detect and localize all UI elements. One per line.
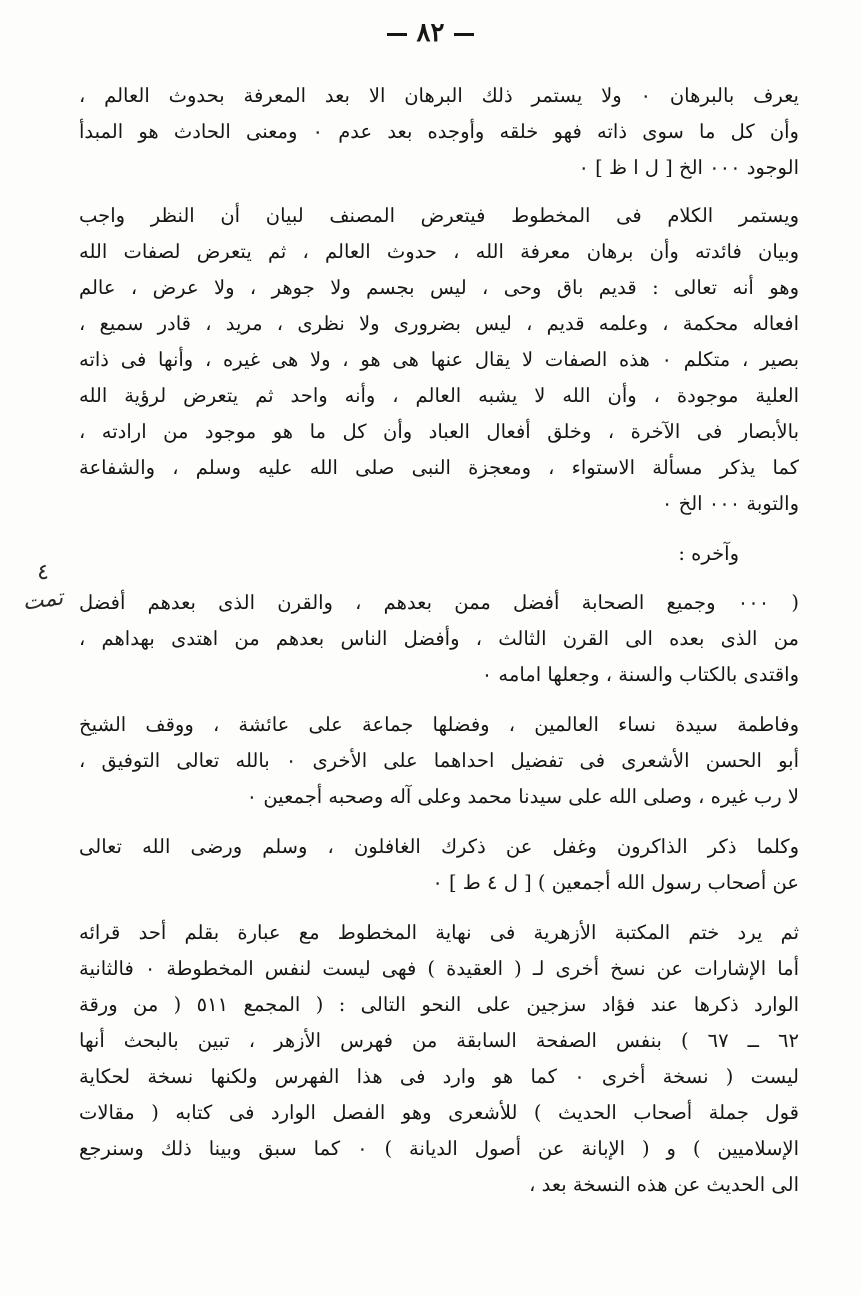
text-line: ( ٠٠٠ وجميع الصحابة أفضل ممن بعدهم ، والقرن الذى بعدهم أفضل — [79, 591, 799, 614]
text-line: الإسلاميين ) و ( الإبانة عن أصول الديانة ) ٠ كما سبق وبينا ذلك وسنرجع — [79, 1137, 799, 1160]
page-number-text: ٨٢ — [416, 18, 445, 48]
text-line: وهو أنه تعالى : قديم باق وحى ، ليس بجسم ولا جوهر ، ولا عرض ، عالم — [79, 276, 799, 299]
dash-right — [387, 33, 407, 36]
text-line: قول جملة أصحاب الحديث ) للأشعرى وهو الفصل الوارد فى كتابه ( مقالات — [79, 1101, 799, 1124]
margin-note-number: ٤ — [37, 560, 49, 585]
text-line: بالأبصار فى الآخرة ، وخلق أفعال العباد وأن كل ما هو موجود من ارادته ، — [79, 420, 799, 443]
text-line: ٦٢ ــ ٦٧ ) بنفس الصفحة السابقة من فهرس الأزهر ، تبين بالبحث أنها — [79, 1029, 799, 1052]
text-line: بصير ، متكلم ٠ هذه الصفات لا يقال عنها هى هو ، ولا هى غيره ، وأنها فى ذاته — [79, 348, 799, 371]
text-line: وبيان فائدته وأن برهان معرفة الله ، حدوث العالم ، ثم يتعرض لصفات الله — [79, 240, 799, 263]
text-line: وفاطمة سيدة نساء العالمين ، وفضلها جماعة على عائشة ، ووقف الشيخ — [79, 713, 799, 736]
text-line: والتوبة ٠٠٠ الخ ٠ — [661, 492, 799, 515]
text-line: أبو الحسن الأشعرى فى تفضيل احداهما على الأخرى ٠ بالله تعالى التوفيق ، — [79, 749, 799, 772]
page-number — [0, 18, 861, 48]
dash-left — [454, 33, 474, 36]
margin-note-word: تمت — [21, 585, 65, 616]
text-line: عن أصحاب رسول الله أجمعين ) [ ل ٤ ط ] ٠ — [432, 871, 799, 894]
text-line: ثم يرد ختم المكتبة الأزهرية فى نهاية المخطوط مع عبارة بقلم أحد قرائه — [79, 921, 799, 944]
text-line: أما الإشارات عن نسخ أخرى لـ ( العقيدة ) فهى ليست لنفس المخطوطة ٠ فالثانية — [79, 957, 799, 980]
text-line: يعرف بالبرهان ٠ ولا يستمر ذلك البرهان الا بعد المعرفة بحدوث العالم ، — [79, 84, 799, 107]
text-line: وآخره : — [678, 542, 739, 565]
text-line: ويستمر الكلام فى المخطوط فيتعرض المصنف لبيان أن النظر واجب — [79, 204, 799, 227]
text-line: وأن كل ما سوى ذاته فهو خلقه وأوجده بعد عدم ٠ ومعنى الحادث هو المبدأ — [79, 120, 799, 143]
text-line: واقتدى بالكتاب والسنة ، وجعلها امامه ٠ — [481, 663, 799, 686]
text-line: كما يذكر مسألة الاستواء ، ومعجزة النبى صلى الله عليه وسلم ، والشفاعة — [79, 456, 799, 479]
text-line: ليست ( نسخة أخرى ٠ كما هو وارد فى هذا الفهرس ولكنها نسخة لحكاية — [79, 1065, 799, 1088]
margin-note — [20, 560, 66, 616]
text-line: افعاله محكمة ، وعلمه قديم ، ليس بضرورى ولا نظرى ، مريد ، قادر سميع ، — [79, 312, 799, 335]
text-line: من الذى بعده الى القرن الثالث ، وأفضل الناس بعدهم من اهتدى بهداهم ، — [79, 627, 799, 650]
text-line: العلية موجودة ، وأن الله لا يشبه العالم ، وأنه واحد ثم يتعرض لرؤية الله — [79, 384, 799, 407]
text-line: الوارد ذكرها عند فؤاد سزجين على النحو التالى : ( المجمع ٥١١ ( من ورقة — [79, 993, 799, 1016]
text-line: وكلما ذكر الذاكرون وغفل عن ذكرك الغافلون ، وسلم ورضى الله تعالى — [79, 835, 799, 858]
text-line: لا رب غيره ، وصلى الله على سيدنا محمد وعلى آله وصحبه أجمعين ٠ — [246, 785, 799, 808]
text-line: الى الحديث عن هذه النسخة بعد ، — [529, 1173, 799, 1196]
text-line: الوجود ٠٠٠ الخ [ ل ا ظ ] ٠ — [578, 156, 799, 179]
